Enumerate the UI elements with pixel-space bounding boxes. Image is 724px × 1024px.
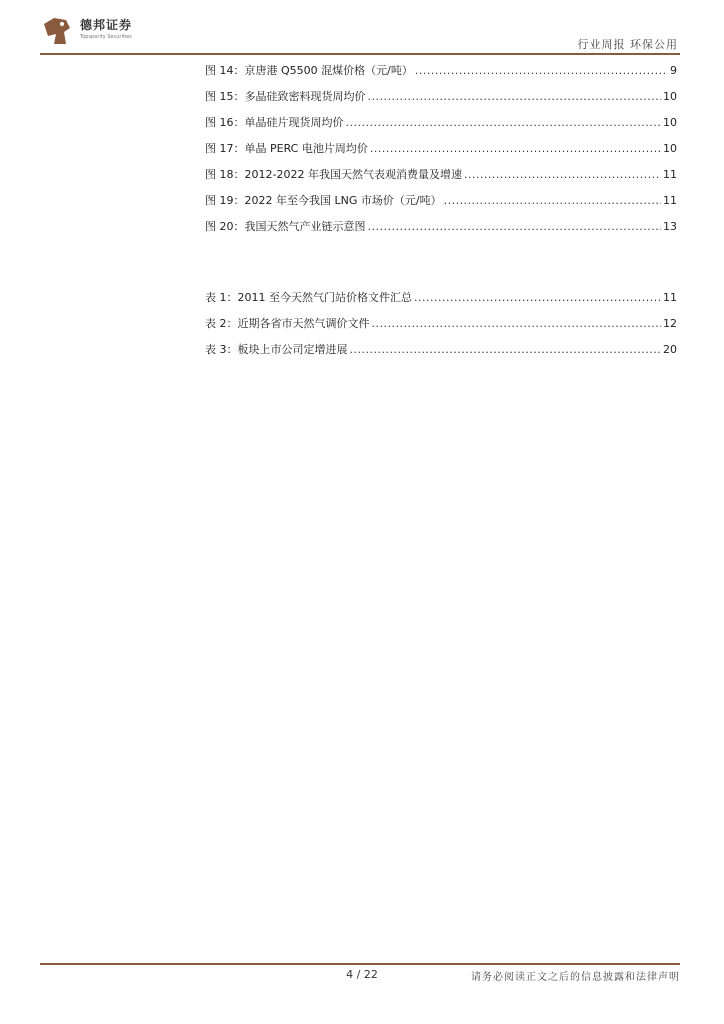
toc-entry-figure-17[interactable] xyxy=(205,140,677,156)
toc-entry-label: 图 17：单晶 PERC 电池片周均价 xyxy=(205,142,368,155)
toc-entry-table-3[interactable] xyxy=(205,341,677,357)
toc-entry-label: 表 1：2011 至今天然气门站价格文件汇总 xyxy=(205,291,412,304)
toc-entry-label: 图 20：我国天然气产业链示意图 xyxy=(205,220,366,233)
toc-leader-dots xyxy=(464,168,661,181)
logo-brand-cn: 德邦证券 xyxy=(80,18,133,32)
toc-entry-page: 11 xyxy=(663,291,677,304)
toc-leader-dots xyxy=(368,90,662,103)
page-number: 4 / 22 xyxy=(346,968,378,981)
logo-brand-en: Topsperity Securities xyxy=(80,34,132,40)
toc-leader-dots xyxy=(444,194,661,207)
toc-leader-dots xyxy=(346,116,662,129)
toc-entry-label: 图 18：2012-2022 年我国天然气表观消费量及增速 xyxy=(205,168,462,181)
toc-entry-page: 13 xyxy=(663,220,677,233)
toc-entry-label: 图 15：多晶硅致密料现货周均价 xyxy=(205,90,366,103)
toc-entry-label: 图 14：京唐港 Q5500 混煤价格（元/吨） xyxy=(205,64,413,77)
toc-entry-page: 9 xyxy=(670,64,677,77)
toc-entry-figure-18[interactable] xyxy=(205,166,677,182)
footer-divider xyxy=(40,963,680,965)
toc-entry-page: 12 xyxy=(663,317,677,330)
toc-entry-label: 图 19：2022 年至今我国 LNG 市场价（元/吨） xyxy=(205,194,442,207)
toc-entry-page: 11 xyxy=(663,194,677,207)
toc-entry-figure-15[interactable] xyxy=(205,88,677,104)
company-logo xyxy=(40,14,160,48)
toc-entry-page: 11 xyxy=(663,168,677,181)
toc-leader-dots xyxy=(415,64,668,77)
toc-entry-figure-19[interactable] xyxy=(205,192,677,208)
header-divider xyxy=(40,53,680,55)
toc-entry-page: 10 xyxy=(663,116,677,129)
toc-entry-table-1[interactable] xyxy=(205,289,677,305)
figure-toc-list xyxy=(205,60,677,240)
toc-leader-dots xyxy=(414,291,661,304)
logo-emblem-icon xyxy=(40,14,74,48)
toc-entry-figure-20[interactable] xyxy=(205,218,677,234)
toc-entry-page: 10 xyxy=(663,142,677,155)
toc-leader-dots xyxy=(350,343,662,356)
toc-entry-table-2[interactable] xyxy=(205,315,677,331)
toc-entry-page: 10 xyxy=(663,90,677,103)
report-section-title: 行业周报 环保公用 xyxy=(577,38,678,51)
toc-leader-dots xyxy=(372,317,662,330)
toc-entry-page: 20 xyxy=(663,343,677,356)
toc-entry-label: 图 16：单晶硅片现货周均价 xyxy=(205,116,344,129)
toc-entry-figure-16[interactable] xyxy=(205,114,677,130)
toc-leader-dots xyxy=(368,220,662,233)
toc-leader-dots xyxy=(370,142,661,155)
toc-entry-label: 表 3：板块上市公司定增进展 xyxy=(205,343,348,356)
toc-entry-label: 表 2：近期各省市天然气调价文件 xyxy=(205,317,370,330)
legal-disclaimer: 请务必阅读正文之后的信息披露和法律声明 xyxy=(471,972,680,983)
toc-entry-figure-14[interactable] xyxy=(205,62,677,78)
table-toc-list xyxy=(205,287,677,367)
